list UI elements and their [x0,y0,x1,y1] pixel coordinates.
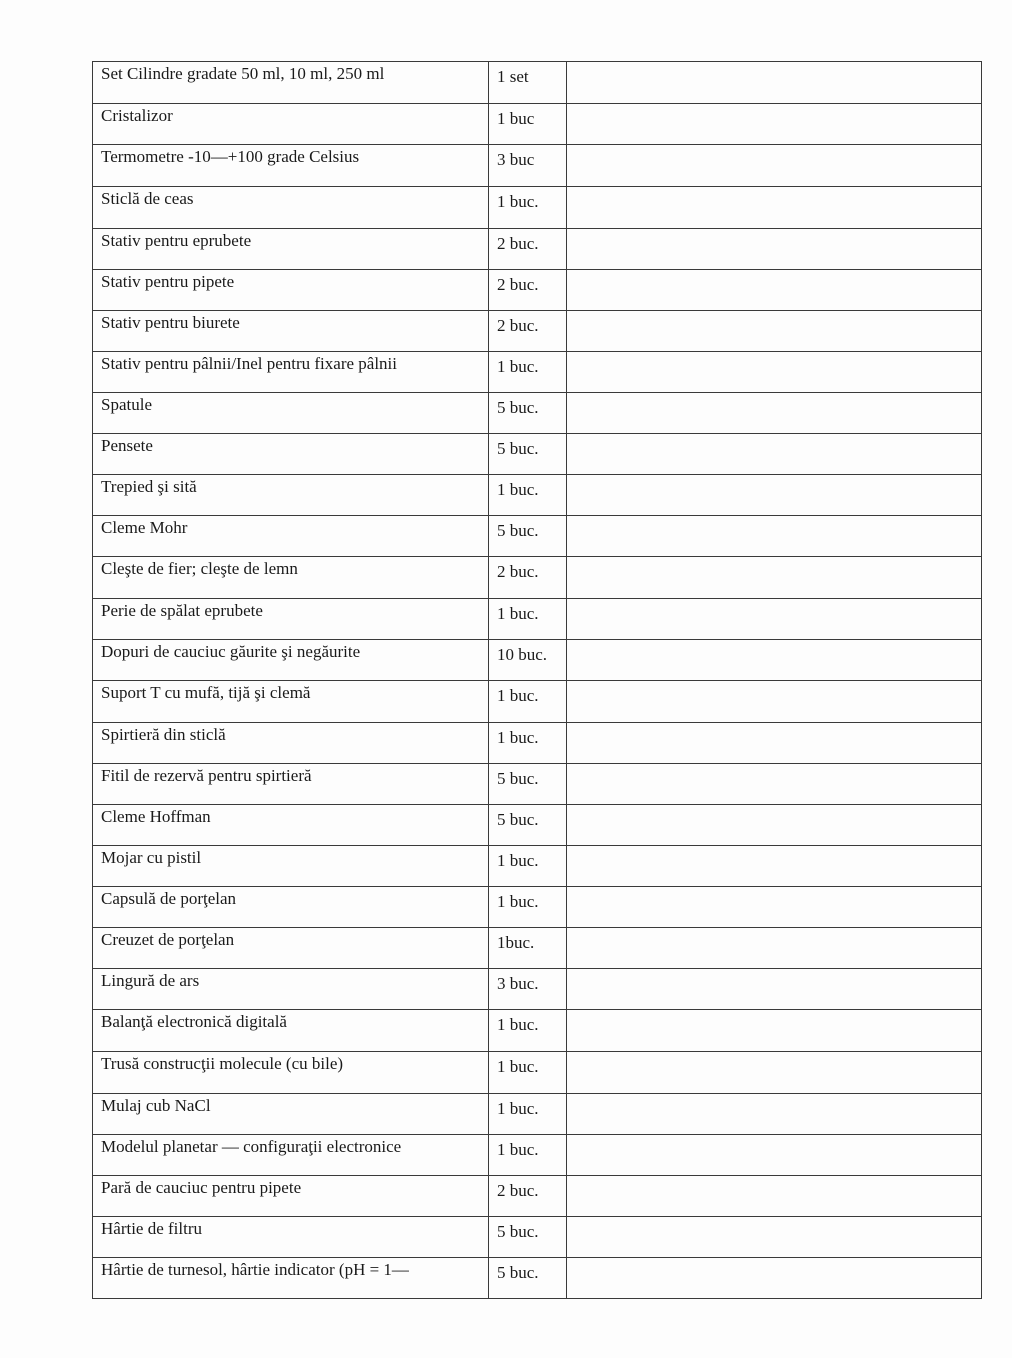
table-row [93,104,982,145]
table-row [93,1135,982,1176]
item-name: Perie de spălat eprubete [101,601,263,620]
notes-cell [567,516,982,557]
notes-cell [567,887,982,928]
item-name: Lingură de ars [101,971,200,990]
item-name-cell [93,62,489,104]
item-name-cell [93,764,489,805]
item-quantity: 1buc. [497,933,535,952]
table-row [93,434,982,475]
notes-cell [567,270,982,311]
notes-cell [567,846,982,887]
item-quantity-cell [489,1010,567,1052]
item-quantity: 1 buc. [497,1140,539,1159]
item-name: Capsulă de porţelan [101,889,237,908]
item-quantity: 1 buc. [497,851,539,870]
item-quantity-cell [489,640,567,681]
item-name: Creuzet de porţelan [101,930,235,949]
item-quantity: 1 buc. [497,357,539,376]
item-name-cell [93,270,489,311]
table-row [93,1052,982,1094]
item-quantity-cell [489,1094,567,1135]
item-quantity-cell [489,104,567,145]
item-name: Mulaj cub NaCl [101,1096,211,1115]
item-name: Cleme Hoffman [101,807,211,826]
item-quantity: 5 buc. [497,769,539,788]
table-row [93,723,982,764]
item-name-cell [93,1217,489,1258]
item-name: Mojar cu pistil [101,848,202,867]
item-quantity-cell [489,1135,567,1176]
item-quantity: 1 buc. [497,892,539,911]
item-name: Cleşte de fier; cleşte de lemn [101,559,298,578]
item-quantity: 5 buc. [497,521,539,540]
item-name: Fitil de rezervă pentru spirtieră [101,766,312,785]
item-quantity: 1 buc. [497,1099,539,1118]
notes-cell [567,1010,982,1052]
item-quantity: 2 buc. [497,316,539,335]
table-row [93,640,982,681]
item-name-cell [93,887,489,928]
table-row [93,393,982,434]
item-name-cell [93,928,489,969]
item-name: Stativ pentru pâlnii/Inel pentru fixare pâlnii [101,354,397,373]
notes-cell [567,928,982,969]
item-quantity-cell [489,1258,567,1299]
notes-cell [567,475,982,516]
item-name: Suport T cu mufă, tijă şi clemă [101,683,311,702]
item-name: Dopuri de cauciuc găurite şi negăurite [101,642,361,661]
item-quantity: 1 set [497,67,529,86]
item-quantity-cell [489,475,567,516]
table-row [93,846,982,887]
item-name-cell [93,1135,489,1176]
inventory-table-body [93,62,982,1299]
item-quantity: 5 buc. [497,810,539,829]
item-quantity-cell [489,145,567,187]
item-quantity: 5 buc. [497,1222,539,1241]
item-quantity: 3 buc. [497,974,539,993]
item-quantity: 5 buc. [497,1263,539,1282]
item-name-cell [93,104,489,145]
item-quantity-cell [489,311,567,352]
item-quantity-cell [489,270,567,311]
item-quantity: 2 buc. [497,1181,539,1200]
notes-cell [567,393,982,434]
notes-cell [567,104,982,145]
item-name-cell [93,846,489,887]
item-quantity: 1 buc. [497,192,539,211]
notes-cell [567,352,982,393]
item-quantity: 1 buc [497,109,535,128]
table-row [93,1094,982,1135]
item-name-cell [93,229,489,270]
item-quantity-cell [489,62,567,104]
table-row [93,311,982,352]
table-row [93,187,982,229]
table-row [93,352,982,393]
item-quantity: 1 buc. [497,604,539,623]
notes-cell [567,723,982,764]
item-name: Set Cilindre gradate 50 ml, 10 ml, 250 ml [101,64,385,83]
notes-cell [567,1217,982,1258]
notes-cell [567,805,982,846]
notes-cell [567,229,982,270]
item-name: Hârtie de turnesol, hârtie indicator (pH = 1— [101,1260,409,1279]
item-quantity: 3 buc [497,150,535,169]
item-name: Pensete [101,436,153,455]
item-name: Cleme Mohr [101,518,188,537]
notes-cell [567,599,982,640]
item-name: Stativ pentru eprubete [101,231,252,250]
notes-cell [567,1135,982,1176]
table-row [93,1176,982,1217]
item-quantity: 1 buc. [497,728,539,747]
table-row [93,1217,982,1258]
notes-cell [567,1258,982,1299]
item-name-cell [93,969,489,1010]
item-name-cell [93,187,489,229]
item-quantity-cell [489,1176,567,1217]
item-quantity-cell [489,352,567,393]
table-row [93,887,982,928]
item-name-cell [93,599,489,640]
table-row [93,969,982,1010]
table-row [93,764,982,805]
item-quantity: 1 buc. [497,1057,539,1076]
item-name: Balanţă electronică digitală [101,1012,287,1031]
item-name-cell [93,516,489,557]
item-name-cell [93,311,489,352]
item-quantity: 1 buc. [497,686,539,705]
item-quantity-cell [489,1217,567,1258]
notes-cell [567,145,982,187]
item-name: Trusă construcţii molecule (cu bile) [101,1054,344,1073]
item-name-cell [93,145,489,187]
item-quantity-cell [489,557,567,599]
table-row [93,599,982,640]
item-name-cell [93,434,489,475]
item-quantity-cell [489,393,567,434]
item-name-cell [93,1176,489,1217]
notes-cell [567,1094,982,1135]
item-quantity-cell [489,969,567,1010]
notes-cell [567,1176,982,1217]
notes-cell [567,187,982,229]
table-row [93,145,982,187]
table-row [93,1010,982,1052]
item-quantity-cell [489,928,567,969]
item-name-cell [93,1010,489,1052]
item-quantity: 5 buc. [497,439,539,458]
item-name-cell [93,1258,489,1299]
item-quantity-cell [489,846,567,887]
notes-cell [567,557,982,599]
notes-cell [567,62,982,104]
item-name: Spatule [101,395,152,414]
item-name-cell [93,475,489,516]
notes-cell [567,1052,982,1094]
item-quantity-cell [489,229,567,270]
table-row [93,681,982,723]
item-quantity-cell [489,681,567,723]
item-quantity-cell [489,187,567,229]
item-name-cell [93,1052,489,1094]
item-quantity-cell [489,434,567,475]
notes-cell [567,764,982,805]
item-name: Spirtieră din sticlă [101,725,226,744]
notes-cell [567,640,982,681]
item-name: Pară de cauciuc pentru pipete [101,1178,302,1197]
table-row [93,62,982,104]
item-name-cell [93,681,489,723]
table-row [93,516,982,557]
item-name: Hârtie de filtru [101,1219,203,1238]
item-name-cell [93,640,489,681]
item-quantity-cell [489,723,567,764]
item-name-cell [93,805,489,846]
item-name: Cristalizor [101,106,173,125]
notes-cell [567,681,982,723]
table-row [93,270,982,311]
inventory-table [92,61,982,1299]
table-row [93,1258,982,1299]
item-name-cell [93,393,489,434]
item-name-cell [93,352,489,393]
item-name-cell [93,1094,489,1135]
item-name: Sticlă de ceas [101,189,194,208]
item-name-cell [93,557,489,599]
table-row [93,475,982,516]
table-row [93,805,982,846]
item-name: Stativ pentru biurete [101,313,240,332]
item-quantity-cell [489,764,567,805]
item-quantity-cell [489,887,567,928]
item-name: Trepied şi sită [101,477,197,496]
item-quantity: 5 buc. [497,398,539,417]
item-quantity: 2 buc. [497,562,539,581]
item-name: Termometre -10—+100 grade Celsius [101,147,360,166]
item-quantity-cell [489,805,567,846]
item-quantity-cell [489,516,567,557]
item-quantity: 2 buc. [497,275,539,294]
table-row [93,928,982,969]
item-name: Modelul planetar — configuraţii electronice [101,1137,402,1156]
item-quantity: 1 buc. [497,1015,539,1034]
item-name: Stativ pentru pipete [101,272,235,291]
item-quantity: 2 buc. [497,234,539,253]
item-quantity: 10 buc. [497,645,548,664]
item-quantity-cell [489,599,567,640]
table-row [93,229,982,270]
notes-cell [567,434,982,475]
item-quantity-cell [489,1052,567,1094]
notes-cell [567,311,982,352]
item-quantity: 1 buc. [497,480,539,499]
notes-cell [567,969,982,1010]
item-name-cell [93,723,489,764]
table-row [93,557,982,599]
